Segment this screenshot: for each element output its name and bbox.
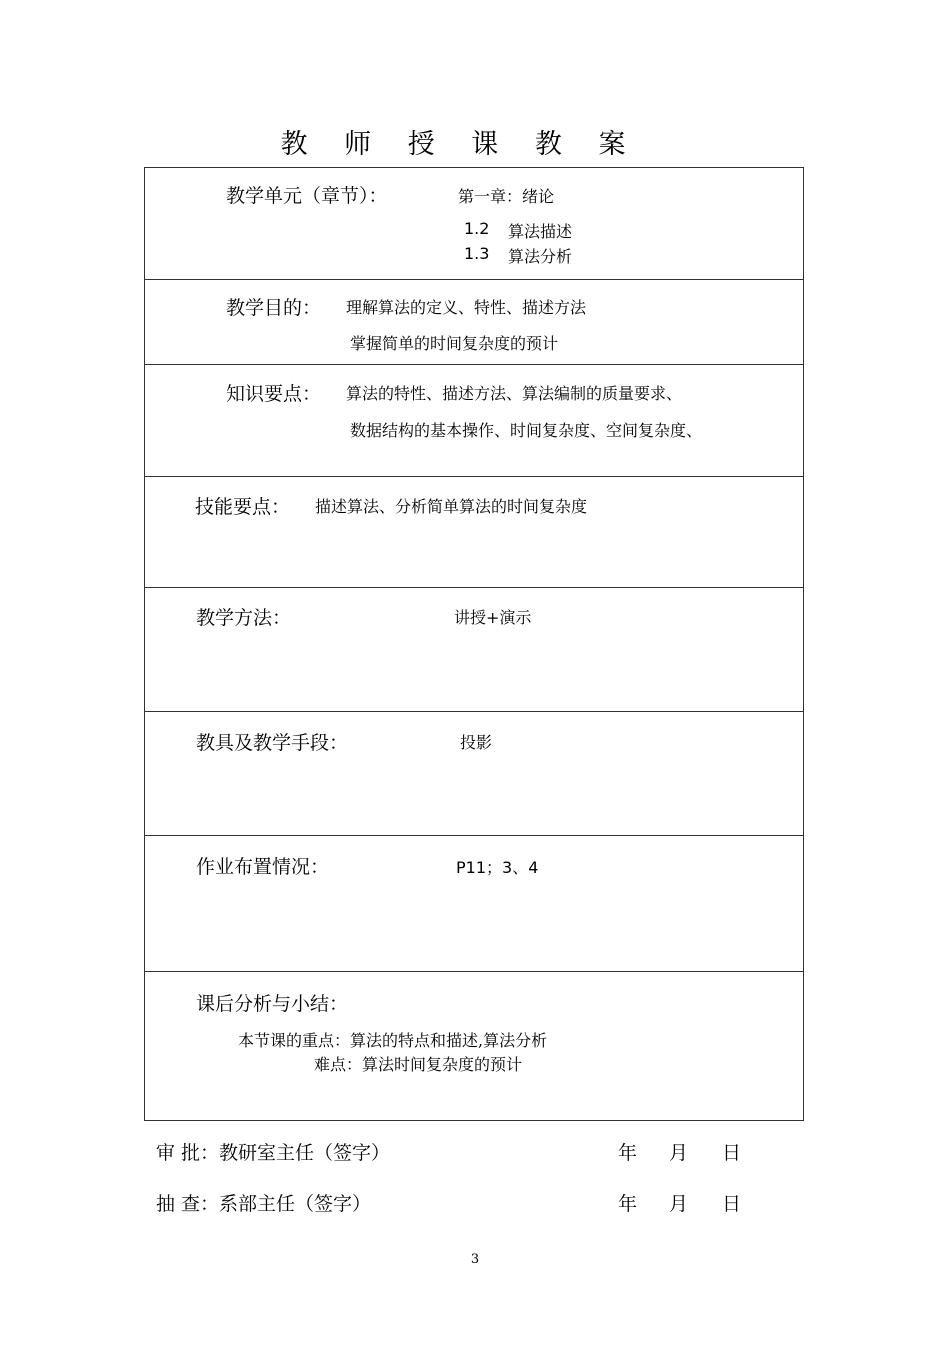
skill-value: 描述算法、分析简单算法的时间复杂度 — [315, 497, 588, 516]
goal-label: 教学目的： — [226, 297, 322, 319]
approval-signature-label: 审 批：教研室主任（签字） — [156, 1142, 391, 1164]
approval-day: 日 — [722, 1142, 742, 1164]
section-1-title: 算法描述 — [508, 222, 573, 241]
summary-label: 课后分析与小结： — [196, 993, 349, 1015]
row-divider — [145, 364, 803, 365]
summary-key-points: 本节课的重点：算法的特点和描述,算法分析 — [238, 1031, 548, 1050]
goal-line-2: 掌握简单的时间复杂度的预计 — [350, 334, 559, 353]
goal-line-1: 理解算法的定义、特性、描述方法 — [346, 298, 587, 317]
check-month: 月 — [669, 1193, 689, 1215]
row-divider — [145, 587, 803, 588]
tools-label: 教具及教学手段： — [196, 732, 349, 754]
knowledge-line-2: 数据结构的基本操作、时间复杂度、空间复杂度、 — [350, 421, 703, 440]
method-label: 教学方法： — [196, 607, 292, 629]
check-year: 年 — [618, 1193, 638, 1215]
method-value: 讲授+演示 — [454, 608, 532, 627]
check-signature-label: 抽 查：系部主任（签字） — [156, 1193, 372, 1215]
knowledge-line-1: 算法的特性、描述方法、算法编制的质量要求、 — [346, 384, 683, 403]
homework-value: P11；3、4 — [456, 858, 539, 877]
document-title: 教 师 授 课 教 案 — [280, 129, 640, 160]
unit-label: 教学单元（章节）： — [226, 185, 388, 207]
section-2-title: 算法分析 — [508, 247, 573, 266]
row-divider — [145, 711, 803, 712]
unit-chapter: 第一章：绪论 — [458, 187, 555, 206]
approval-month: 月 — [669, 1142, 689, 1164]
row-divider — [145, 476, 803, 477]
knowledge-label: 知识要点： — [226, 383, 322, 405]
tools-value: 投影 — [460, 733, 493, 752]
page-number: 3 — [470, 1252, 480, 1267]
approval-year: 年 — [618, 1142, 638, 1164]
check-day: 日 — [722, 1193, 742, 1215]
row-divider — [145, 835, 803, 836]
homework-label: 作业布置情况： — [196, 856, 330, 878]
section-1-number: 1.2 — [464, 219, 490, 238]
section-2-number: 1.3 — [464, 244, 490, 263]
summary-difficulties: 难点：算法时间复杂度的预计 — [314, 1055, 523, 1074]
skill-label: 技能要点： — [195, 496, 291, 518]
row-divider — [145, 279, 803, 280]
row-divider — [145, 971, 803, 972]
